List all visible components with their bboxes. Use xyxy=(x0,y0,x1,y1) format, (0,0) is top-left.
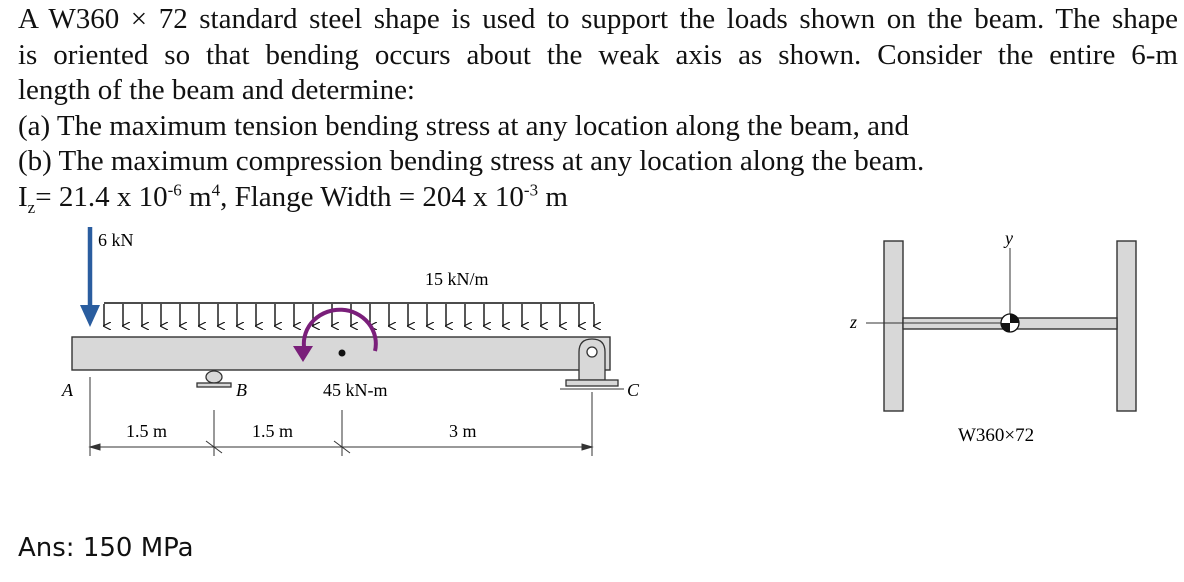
inertia-exponent: -6 xyxy=(167,179,182,199)
flange-width: , Flange Width = 204 x 10 xyxy=(220,180,524,213)
section-name-label: W360×72 xyxy=(958,425,1035,446)
axis-y-label: y xyxy=(1005,228,1013,248)
roller-support-b xyxy=(197,371,231,387)
problem-part-a: (a) The maximum tension bending stress at any location along the beam, and xyxy=(18,109,909,142)
problem-line-2: is oriented so that bending occurs about the weak axis as shown. Consider the entire 6-m xyxy=(18,38,1178,71)
distributed-load-label: 15 kN/m xyxy=(425,269,489,289)
inertia-symbol: I xyxy=(18,180,28,213)
inertia-unit: m xyxy=(181,180,212,213)
dimension-ab: 1.5 m xyxy=(126,421,168,441)
inertia-subscript: z xyxy=(27,197,36,217)
point-load-arrow xyxy=(80,227,100,327)
beam-centroid-dot xyxy=(339,350,346,357)
inertia-unit-exponent: 4 xyxy=(211,179,221,199)
label-c: C xyxy=(627,380,640,400)
point-load-label: 6 kN xyxy=(98,230,134,250)
flange-exponent: -3 xyxy=(523,179,539,199)
problem-part-b: (b) The maximum compression bending stress at any location along the beam. xyxy=(18,145,925,177)
label-a: A xyxy=(62,380,73,400)
problem-line-1: A W360 × 72 standard steel shape is used to support the loads shown on the beam. The shape xyxy=(18,3,1178,35)
problem-line-3: length of the beam and determine: xyxy=(18,74,415,106)
axis-z-label: z xyxy=(850,312,858,332)
dimension-moment-c: 3 m xyxy=(449,421,477,441)
inertia-value: = 21.4 x 10 xyxy=(35,180,168,213)
dimension-b-moment: 1.5 m xyxy=(252,421,294,441)
centroid-symbol xyxy=(1001,314,1019,332)
label-b: B xyxy=(236,380,247,400)
distributed-load xyxy=(104,303,594,326)
moment-label: 45 kN-m xyxy=(323,380,388,400)
answer: Ans: 150 MPa xyxy=(18,533,194,563)
flange-unit: m xyxy=(538,180,568,213)
